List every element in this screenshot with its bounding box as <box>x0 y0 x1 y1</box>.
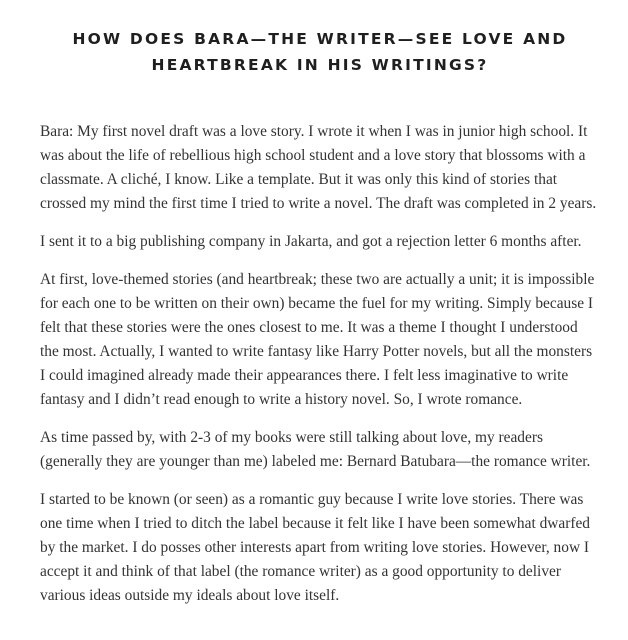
paragraph-romantic-guy: I started to be known (or seen) as a romantic guy because I write love stories. There was one time when I tried to ditch the label because it felt like I have been somewhat dwarfed by the market. I do posses other interests apart from writing love stories. However, now I accept it and think of that label (the romance writer) as a good opportunity to deliver various ideas outside my ideals about love itself. <box>40 491 591 604</box>
paragraph-romance-label: As time passed by, with 2-3 of my books were still talking about love, my readers (generally they are younger than me) labeled me: Bernard Batubara—the romance writer. <box>40 429 591 470</box>
article <box>40 0 600 622</box>
article-heading-line-1: HOW DOES BARA—THE WRITER—SEE LOVE AND <box>72 30 568 48</box>
paragraph-rejection: I sent it to a big publishing company in Jakarta, and got a rejection letter 6 months after. <box>40 233 582 250</box>
article-body <box>40 120 600 608</box>
paragraph-first-novel: Bara: My first novel draft was a love story. I wrote it when I was in junior high school. It was about the life of rebellious high school student and a love story that blossoms with a classmate. A cliché, I know. Like a template. But it was only this kind of stories that crossed my mind the first time I tried to write a novel. The draft was completed in 2 years. <box>40 123 597 212</box>
paragraph-love-themes: At first, love-themed stories (and heartbreak; these two are actually a unit; it is impossible for each one to be written on their own) became the fuel for my writing. Simply because I felt that these stories were the ones closest to me. It was a theme I thought I understood the most. Actually, I wanted to write fantasy like Harry Potter novels, but all the monsters I could imagined already made their appearances there. I felt less imaginative to write fantasy and I didn’t read enough to write a history novel. So, I wrote romance. <box>40 271 595 408</box>
article-heading <box>40 26 600 78</box>
article-heading-line-2: HEARTBREAK IN HIS WRITINGS? <box>151 56 489 74</box>
